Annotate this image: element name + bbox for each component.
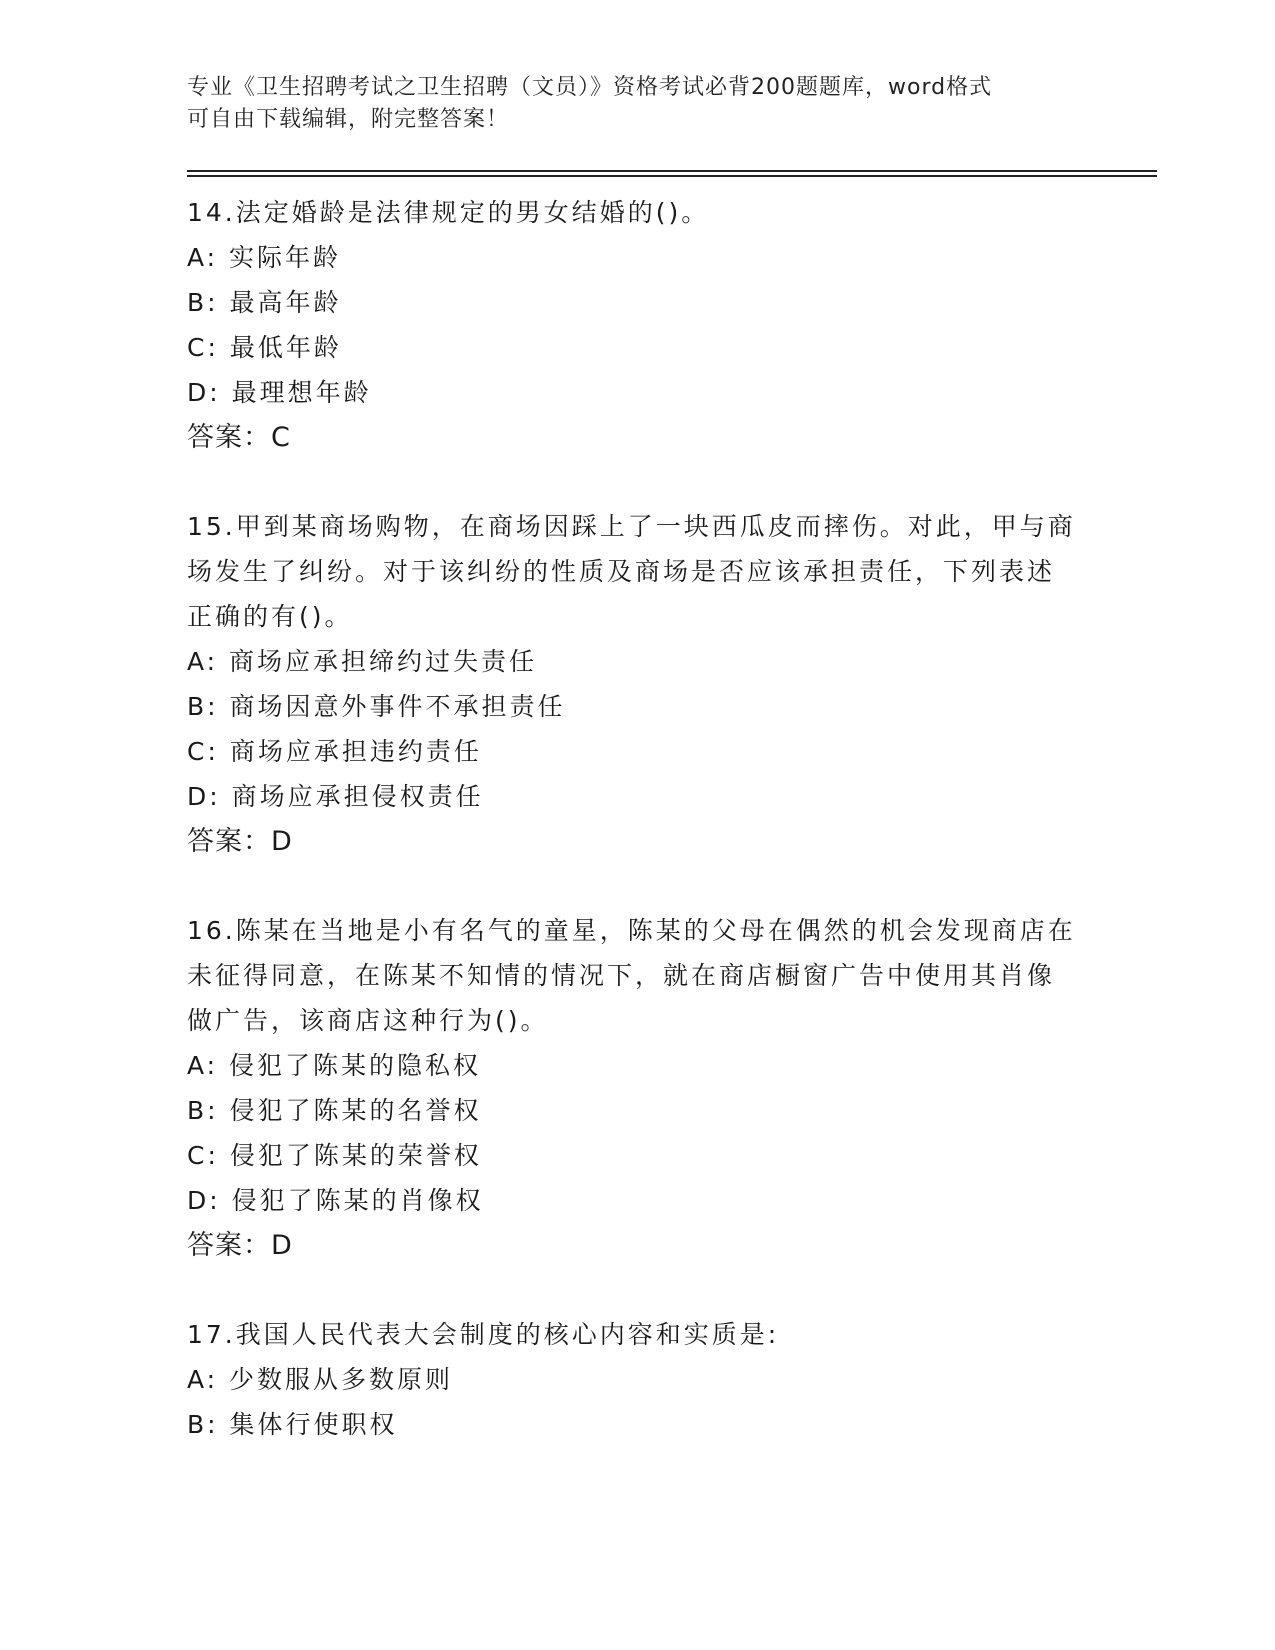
question-spacer: [187, 460, 1087, 504]
option-d: D: 最理想年龄: [187, 378, 372, 407]
header-line-1: 专业《卫生招聘考试之卫生招聘（文员）》资格考试必背200题题库，word格式: [187, 75, 993, 100]
header-divider-bottom: [187, 175, 1157, 177]
question-text: 14.法定婚龄是法律规定的男女结婚的()。: [187, 198, 710, 227]
question-item: [187, 908, 1087, 1268]
option-a: A: 商场应承担缔约过失责任: [187, 647, 538, 676]
question-text: 17.我国人民代表大会制度的核心内容和实质是:: [187, 1320, 780, 1349]
question-spacer: [187, 864, 1087, 908]
question-item: [187, 504, 1087, 864]
option-d: D: 商场应承担侵权责任: [187, 782, 484, 811]
option-c: C: 商场应承担违约责任: [187, 737, 482, 766]
option-b: B: 最高年龄: [187, 288, 342, 317]
question-item: [187, 190, 1087, 460]
option-b: B: 集体行使职权: [187, 1410, 398, 1439]
header-line-2: 可自由下载编辑，附完整答案！: [187, 107, 510, 132]
option-d: D: 侵犯了陈某的肖像权: [187, 1186, 484, 1215]
answer: 答案：D: [187, 826, 293, 857]
option-c: C: 侵犯了陈某的荣誉权: [187, 1141, 482, 1170]
option-c: C: 最低年龄: [187, 333, 342, 362]
option-b: B: 商场因意外事件不承担责任: [187, 692, 566, 721]
option-a: A: 侵犯了陈某的隐私权: [187, 1051, 482, 1080]
question-text: 15.甲到某商场购物，在商场因踩上了一块西瓜皮而摔伤。对此，甲与商场发生了纠纷。对于该纠纷的性质及商场是否应该承担责任，下列表述正确的有()。: [187, 512, 1076, 631]
question-item: [187, 1312, 1087, 1447]
header-divider-top: [187, 170, 1157, 172]
question-list: [187, 190, 1087, 1447]
option-b: B: 侵犯了陈某的名誉权: [187, 1096, 482, 1125]
document-header: [187, 72, 1087, 136]
question-spacer: [187, 1268, 1087, 1312]
question-text: 16.陈某在当地是小有名气的童星，陈某的父母在偶然的机会发现商店在未征得同意，在陈某不知情的情况下，就在商店橱窗广告中使用其肖像做广告，该商店这种行为()。: [187, 916, 1076, 1035]
answer: 答案：C: [187, 422, 291, 453]
option-a: A: 少数服从多数原则: [187, 1365, 454, 1394]
option-a: A: 实际年龄: [187, 243, 342, 272]
answer: 答案：D: [187, 1230, 293, 1261]
